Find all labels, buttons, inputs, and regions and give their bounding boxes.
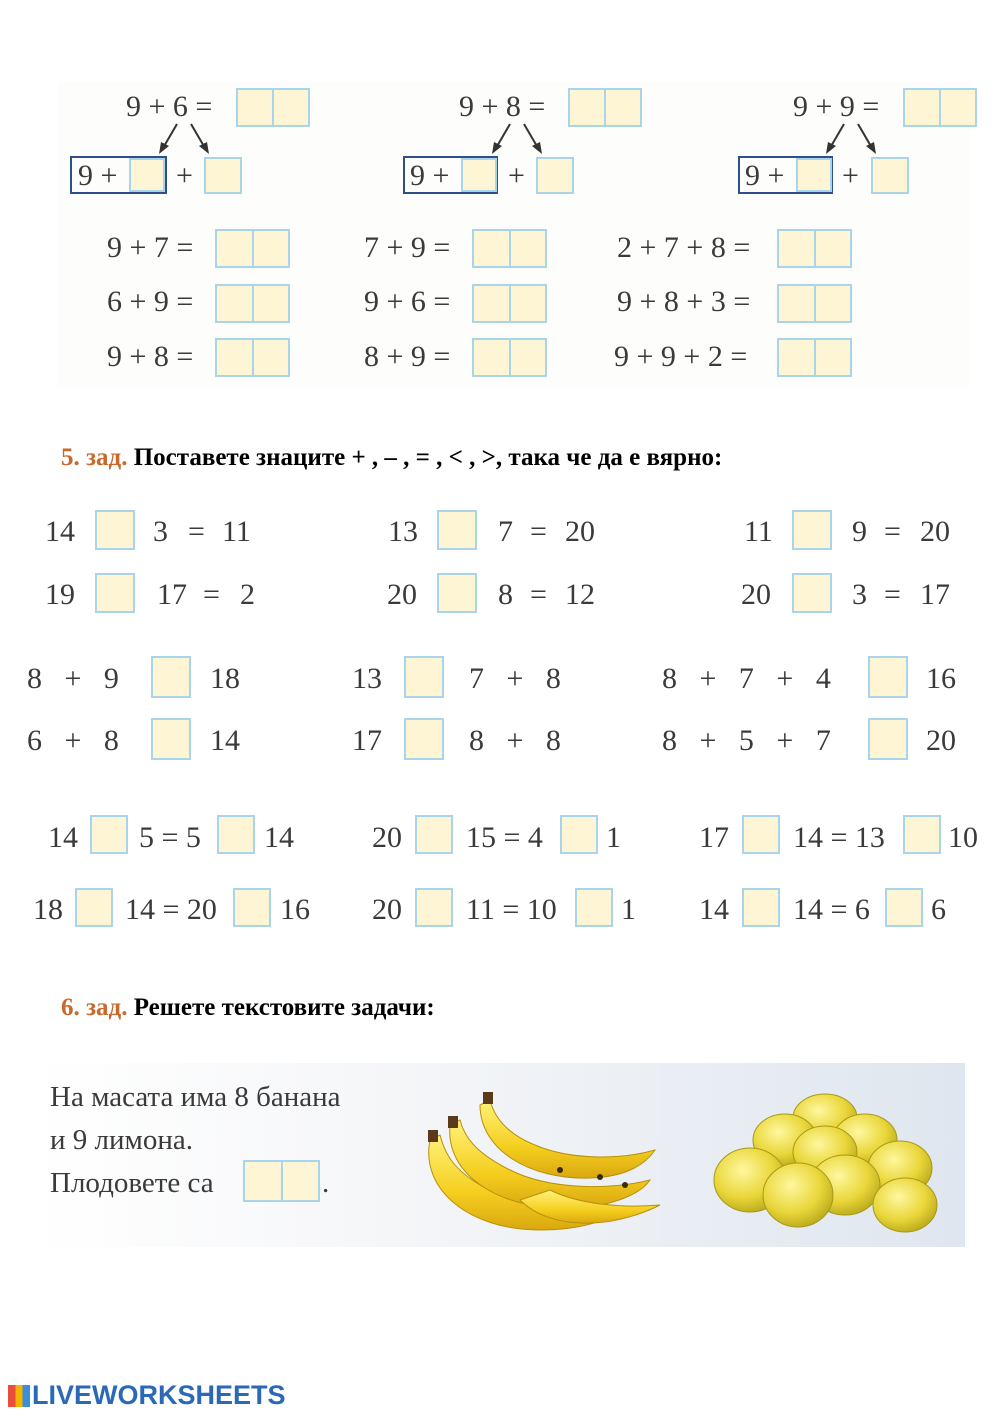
answer-box[interactable] [215, 284, 290, 323]
operand: 10 [948, 821, 978, 854]
operand: 14 [264, 821, 294, 854]
left-expression: 8 + 9 [27, 662, 119, 695]
operand: 1 [621, 893, 636, 926]
operand: 17 [157, 578, 187, 611]
result: 2 [240, 578, 255, 611]
split-equation: 9 + 9 = [793, 90, 880, 123]
split-equation: 9 + 6 = [126, 90, 213, 123]
equation: 7 + 9 = [364, 231, 451, 264]
compare-box[interactable] [560, 815, 598, 854]
compare-box[interactable] [903, 815, 941, 854]
right-expression: 7 + 8 [469, 662, 561, 695]
logo-cubes-icon [8, 1385, 30, 1407]
sign-box[interactable] [95, 573, 135, 613]
liveworksheets-logo[interactable] [8, 1380, 286, 1411]
answer-box[interactable] [777, 338, 852, 377]
sign-box[interactable] [95, 510, 135, 550]
lemons-image [700, 1090, 950, 1240]
right-expression: 18 [210, 662, 240, 695]
operand: 20 [372, 821, 402, 854]
operand: 14 [48, 821, 78, 854]
answer-box[interactable] [215, 229, 290, 268]
equation: 9 + 8 = [107, 340, 194, 373]
sign-box[interactable] [437, 573, 477, 613]
task6-number: 6. зад. [61, 994, 128, 1021]
remainder-answer-box[interactable] [204, 157, 242, 194]
remainder-answer-box[interactable] [536, 157, 574, 194]
result: 20 [920, 515, 950, 548]
equals: = [530, 515, 547, 548]
task6-instruction: Решете текстовите задачи: [133, 994, 435, 1021]
answer-box[interactable] [215, 338, 290, 377]
sign-box[interactable] [792, 510, 832, 550]
sign-box[interactable] [404, 656, 444, 698]
operand: 8 [498, 578, 513, 611]
answer-box[interactable] [777, 284, 852, 323]
operand: 7 [498, 515, 513, 548]
sign-box[interactable] [742, 815, 780, 854]
answer-box[interactable] [472, 229, 547, 268]
equation: 9 + 7 = [107, 231, 194, 264]
operand: 9 [852, 515, 867, 548]
operand: 18 [33, 893, 63, 926]
operand: 3 [153, 515, 168, 548]
equals: = [884, 515, 901, 548]
sign-box[interactable] [75, 888, 113, 927]
task5-heading [61, 444, 722, 472]
equals: = [203, 578, 220, 611]
split-arrows-icon [155, 120, 215, 160]
task5-number: 5. зад. [61, 444, 128, 471]
partial-answer-box[interactable] [461, 158, 497, 192]
middle-expression: 11 = 10 [466, 893, 557, 926]
operand: 20 [741, 578, 771, 611]
sign-box[interactable] [437, 510, 477, 550]
middle-expression: 15 = 4 [466, 821, 543, 854]
operand: 3 [852, 578, 867, 611]
sign-box[interactable] [151, 656, 191, 698]
compare-box[interactable] [885, 888, 923, 927]
sign-box[interactable] [792, 573, 832, 613]
operand: 13 [388, 515, 418, 548]
partial-sum-text: 9 + [745, 159, 785, 192]
plus-sign: + [842, 159, 859, 192]
split-arrows-icon [822, 120, 882, 160]
problem-line-2: и 9 лимона. [50, 1124, 194, 1156]
remainder-answer-box[interactable] [871, 157, 909, 194]
result: 11 [222, 515, 251, 548]
split-equation: 9 + 8 = [459, 90, 546, 123]
bananas-image [410, 1080, 670, 1240]
plus-sign: + [508, 159, 525, 192]
left-expression: 17 [352, 724, 382, 757]
problem-period: . [322, 1167, 330, 1199]
task5-instruction: Поставете знаците + , – , = , < , >, така че да е вярно: [133, 444, 723, 471]
operand: 1 [606, 821, 621, 854]
equation: 9 + 6 = [364, 285, 451, 318]
result: 17 [920, 578, 950, 611]
sign-box[interactable] [415, 815, 453, 854]
answer-box[interactable] [568, 88, 642, 127]
split-arrows-icon [488, 120, 548, 160]
left-expression: 8 + 5 + 7 [662, 724, 831, 757]
sign-box[interactable] [415, 888, 453, 927]
sign-box[interactable] [868, 718, 908, 760]
operand: 16 [280, 893, 310, 926]
logo-text: LIVEWORKSHEETS [32, 1380, 286, 1410]
sign-box[interactable] [742, 888, 780, 927]
problem-line-1: На масата има 8 банана [50, 1081, 341, 1113]
middle-expression: 14 = 6 [793, 893, 870, 926]
operand: 14 [45, 515, 75, 548]
operand: 20 [387, 578, 417, 611]
plus-sign: + [176, 159, 193, 192]
left-expression: 13 [352, 662, 382, 695]
sign-box[interactable] [404, 718, 444, 760]
partial-answer-box[interactable] [129, 158, 165, 192]
operand: 19 [45, 578, 75, 611]
sign-box[interactable] [90, 815, 128, 854]
compare-box[interactable] [575, 888, 613, 927]
equation: 9 + 8 + 3 = [617, 285, 751, 318]
left-expression: 8 + 7 + 4 [662, 662, 831, 695]
equation: 8 + 9 = [364, 340, 451, 373]
problem-line-3: Плодовете са [50, 1167, 214, 1199]
partial-answer-box[interactable] [796, 158, 832, 192]
right-expression: 8 + 8 [469, 724, 561, 757]
answer-box[interactable] [236, 88, 310, 127]
sign-box[interactable] [151, 718, 191, 760]
middle-expression: 14 = 13 [793, 821, 885, 854]
right-expression: 16 [926, 662, 956, 695]
result: 20 [565, 515, 595, 548]
operand: 11 [744, 515, 773, 548]
answer-box[interactable] [472, 338, 547, 377]
right-expression: 14 [210, 724, 240, 757]
compare-box[interactable] [217, 815, 255, 854]
middle-expression: 14 = 20 [125, 893, 217, 926]
operand: 14 [699, 893, 729, 926]
operand: 6 [931, 893, 946, 926]
equation: 6 + 9 = [107, 285, 194, 318]
compare-box[interactable] [233, 888, 271, 927]
answer-box[interactable] [903, 88, 977, 127]
answer-box[interactable] [472, 284, 547, 323]
right-expression: 20 [926, 724, 956, 757]
partial-sum-text: 9 + [410, 159, 450, 192]
equals: = [530, 578, 547, 611]
operand: 17 [699, 821, 729, 854]
middle-expression: 5 = 5 [139, 821, 201, 854]
equals: = [884, 578, 901, 611]
sign-box[interactable] [868, 656, 908, 698]
fruit-total-answer-box[interactable] [243, 1160, 320, 1202]
operand: 20 [372, 893, 402, 926]
equation: 9 + 9 + 2 = [614, 340, 748, 373]
result: 12 [565, 578, 595, 611]
equals: = [188, 515, 205, 548]
task6-heading [61, 994, 435, 1022]
answer-box[interactable] [777, 229, 852, 268]
partial-sum-text: 9 + [78, 159, 118, 192]
left-expression: 6 + 8 [27, 724, 119, 757]
equation: 2 + 7 + 8 = [617, 231, 751, 264]
